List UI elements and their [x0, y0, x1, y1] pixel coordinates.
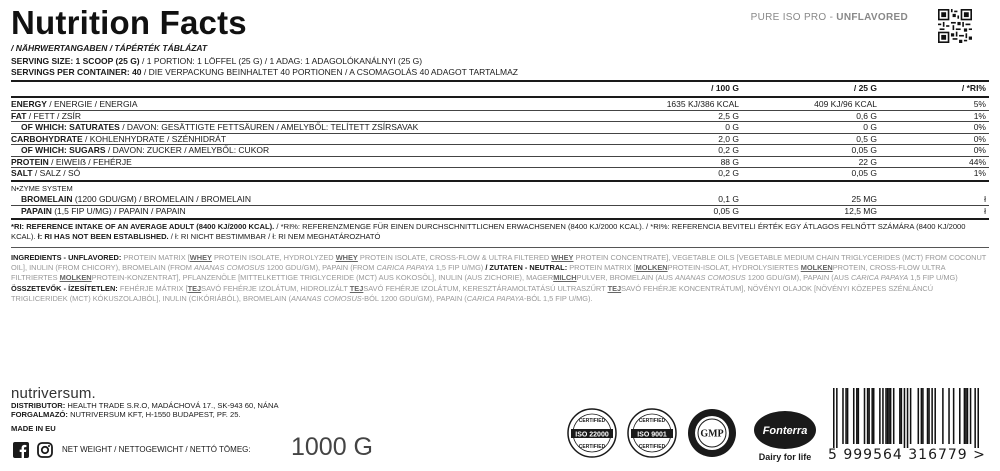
barcode-bar — [887, 388, 889, 444]
serving-info: SERVING SIZE: 1 SCOOP (25 G) / 1 PORTION: 1 LÖFFEL (25 G) / 1 ADAG: 1 ADAGOLÓKANÁLNYI (25 G) SERVINGS PER CONTAINER: 40 / DIE VERPACKUNG BEINHALTET 40 PORTIONEN / A CSOMAGOLÁS 40 ADAGOT TARTALMAZ — [11, 56, 518, 77]
barcode-bar — [842, 388, 844, 444]
barcode-bar — [904, 388, 906, 448]
facebook-icon[interactable] — [13, 442, 29, 458]
per-serving-value: 22 G — [858, 156, 877, 167]
barcode-bar — [901, 388, 903, 444]
barcode-bar — [910, 388, 912, 444]
svg-text:CERTIFIED: CERTIFIED — [578, 418, 606, 424]
table-row — [11, 111, 989, 122]
per-serving-value: 409 KJ/96 KCAL — [814, 99, 877, 109]
barcode-bar — [893, 388, 895, 444]
iso-22000-badge — [567, 408, 617, 458]
barcode-bar — [965, 388, 967, 444]
ri-percent: 0% — [973, 133, 986, 144]
barcode-bar — [890, 388, 892, 444]
barcode-bar — [970, 388, 972, 444]
barcode-bar — [845, 388, 847, 444]
barcode-bar — [879, 388, 881, 444]
barcode-bar — [836, 388, 838, 448]
barcode-bar — [907, 388, 909, 448]
barcode-bar — [921, 388, 923, 444]
per-serving-value: 12,5 MG — [844, 205, 877, 216]
per-100g-value: 0,05 G — [713, 205, 739, 216]
nutrient-label: OF WHICH: SATURATES / DAVON: GESÄTTIGTE FETTSÄUREN / AMELYBŐL: TELÍTETT ZSÍRSAVAK — [21, 122, 419, 132]
instagram-icon[interactable] — [37, 442, 53, 458]
per-serving-value: 0 G — [863, 122, 877, 132]
svg-text:CERTIFIED: CERTIFIED — [638, 418, 666, 424]
subtitle: / NÄHRWERTANGABEN / TÁPÉRTÉK TÁBLÁZAT — [11, 43, 208, 53]
distributor-info: DISTRIBUTOR: HEALTH TRADE S.R.O, MADÁCHOVÁ 17., SK-943 60, NÁNA FORGALMAZÓ: NUTRIVERSUM KFT, H-1550 BUDAPEST, PF. 25. — [11, 401, 279, 419]
ri-percent: 44% — [968, 156, 986, 167]
nutrient-label: OF WHICH: SUGARS / DAVON: ZUCKER / AMELYBŐL: CUKOR — [21, 145, 270, 155]
barcode-bar — [867, 388, 869, 444]
ingredients: INGREDIENTS - UNFLAVORED: PROTEIN MATRIX [WHEY PROTEIN ISOLATE, HYDROLYZED WHEY PROTEIN ISOLATE, CROSS-FLOW & ULTRA FILTERED WHEY PROTEIN CONCENTRATE], VEGETABLE OILS [VEGETABLE MEDIUM CHAIN TRIGLYCERIDES (MCT) FROM COCONUT OIL], INULIN (FROM CHICORY), BROMELAIN (FROM ANANAS COMOSUS 1200 GDU/GM), PAPAIN (FROM CARICA PAPAYA 1,5 FIP U/MG) / ZUTATEN - NEUTRAL: PROTEIN MATRIX [MOLKENPROTEIN-ISOLAT, HYDROLYSIERTES MOLKENPROTEIN, CROSS-FLOW ULTRA FILTRIERTES MOLKENPROTEIN-KONZENTRAT], PFLANZENÖLE [MITTELKETTIGE TRIGLYCERIDE (MCT) AUS KOKOSÖL], INULIN (AUS ZICHORIE), MAGERMILCHPULVER, BROMELAIN (AUS ANANAS COMOSUS 1200 GDU/GM), PAPAIN (AUS CARICA PAPAYA 1,5 FIP U/MG) ÖSSZETEVŐK - ÍZESÍTETLEN: FEHÉRJE MÁTRIX [TEJSAVÓ FEHÉRJE IZOLÁTUM, HIDROLIZÁLT TEJSAVÓ FEHÉRJE IZOLÁTUM, KERESZTÁRAMOLTATÁSÚ ULTRASZŰRT TEJSAVÓ FEHÉRJE KONCENTRÁTUM], NÖVÉNYI OLAJOK [NÖVÉNYI KÖZEPES SZÉNLÁNCÚ TRIGLICERIDEK (MCT) KÓKUSZOLAJBÓL], INULIN (CIKÓRIÁBÓL), BROMELAIN (ANANAS COMOSUS-BÓL 1200 GDU/GM), PAPAIN (CARICA PAPAYA-BÓL 1,5 FIP U/MG). — [11, 253, 987, 303]
barcode-bar — [931, 388, 933, 444]
net-weight-value: 1000 G — [291, 433, 374, 461]
barcode-bar — [899, 388, 901, 444]
enzyme-section — [11, 183, 989, 216]
nutrient-label: BROMELAIN (1200 GDU/GM) / BROMELAIN / BROMELAIN — [21, 194, 252, 204]
ri-percent: 0% — [973, 122, 986, 132]
barcode — [833, 388, 979, 448]
barcode-bar — [853, 388, 855, 444]
table-bottom-rule — [11, 218, 989, 220]
per-serving-value: 25 MG — [851, 194, 877, 204]
per-100g-value: 88 G — [720, 156, 739, 167]
barcode-number: 5 999564 316779 > — [828, 447, 986, 463]
reference-intake-note: *RI: REFERENCE INTAKE OF AN AVERAGE ADULT (8400 KJ/2000 KCAL). / *RI%: REFERENZMENGE FÜR EINEN DURCHSCHNITTLICHEN ERWACHSENEN (8400 KJ/2000 KCAL). / *RI%: REFERENCIA BEVITELI ÉRTÉK EGY ÁTLAGOS FELNŐTT SZÁMÁRA (8400 KJ/2000 KCAL). ł: RI HAS NOT BEEN ESTABLISHED. / ł: RI NICHT BESTIMMBAR / ł: RI NEM MEGHATÁROZHATÓ — [11, 222, 966, 241]
ri-percent: 0% — [973, 145, 986, 155]
made-in: MADE IN EU — [11, 424, 56, 433]
nutrient-label: PAPAIN (1,5 FIP U/MG) / PAPAIN / PAPAIN — [21, 205, 186, 216]
table-top-rule — [11, 80, 989, 82]
per-serving-value: 0,6 G — [856, 110, 877, 121]
qr-code-icon — [938, 9, 972, 43]
barcode-bar — [927, 388, 929, 444]
per-100g-value: 0,2 G — [718, 145, 739, 155]
net-weight-label: NET WEIGHT / NETTOGEWICHT / NETTÓ TÖMEG: — [62, 445, 251, 454]
barcode-bar — [977, 388, 979, 448]
barcode-bar — [864, 388, 866, 444]
barcode-bar — [885, 388, 887, 444]
barcode-bar — [873, 388, 875, 444]
barcode-bar — [928, 388, 930, 444]
enzyme-title: N•ZYME SYSTEM — [11, 184, 73, 193]
barcode-bar — [856, 388, 858, 444]
barcode-bar — [948, 388, 950, 444]
per-serving-value: 0,05 G — [851, 145, 877, 155]
barcode-bar — [882, 388, 884, 444]
barcode-bar — [964, 388, 966, 444]
product-name: PURE ISO PRO - UNFLAVORED — [750, 12, 908, 23]
barcode-bar — [888, 388, 890, 444]
svg-text:GMP: GMP — [700, 428, 724, 440]
svg-text:ISO 22000: ISO 22000 — [575, 431, 609, 439]
per-100g-value: 2,5 G — [718, 110, 739, 121]
nutrient-label: ENERGY / ENERGIE / ENERGIA — [11, 99, 138, 109]
table-header-row: / 100 G / 25 G / *RI% — [711, 83, 986, 93]
barcode-bar — [871, 388, 873, 444]
enzyme-rows — [11, 194, 989, 216]
barcode-bar — [953, 388, 955, 444]
nutrient-label: SALT / SALZ / SÓ — [11, 168, 81, 178]
barcode-bar — [833, 388, 835, 448]
iso-9001-badge — [627, 408, 677, 458]
per-serving-value: 0,5 G — [856, 133, 877, 144]
ri-percent: 1% — [973, 110, 986, 121]
nutrient-label: CARBOHYDRATE / KOHLENHYDRATE / SZÉNHIDRÁT — [11, 133, 227, 144]
nutrient-label: PROTEIN / EIWEIẞ / FEHÉRJE — [11, 156, 132, 167]
barcode-bar — [847, 388, 849, 444]
barcode-bar — [942, 388, 944, 444]
footnote-rule — [11, 247, 989, 248]
barcode-bar — [934, 388, 936, 444]
nutrition-table — [11, 83, 989, 94]
table-row — [11, 194, 989, 205]
barcode-bar — [918, 388, 920, 444]
table-row — [11, 157, 989, 168]
barcode-bar — [868, 388, 870, 444]
per-100g-value: 0 G — [725, 122, 739, 132]
table-row — [11, 134, 989, 145]
per-serving-value: 0,05 G — [851, 168, 877, 178]
nutrition-rows — [11, 99, 989, 179]
table-row — [11, 145, 989, 156]
per-100g-value: 0,1 G — [718, 194, 739, 204]
svg-text:Dairy for life: Dairy for life — [758, 452, 812, 462]
barcode-bar — [959, 388, 961, 444]
title: Nutrition Facts — [11, 4, 247, 41]
brand-logo: nutriversum. — [11, 385, 96, 402]
svg-text:CERTIFIED: CERTIFIED — [578, 444, 606, 450]
barcode-bar — [922, 388, 924, 444]
svg-text:CERTIFIED: CERTIFIED — [638, 444, 666, 450]
table-row — [11, 122, 989, 133]
table-row — [11, 168, 989, 179]
per-100g-value: 1635 KJ/386 KCAL — [666, 99, 739, 109]
ri-percent: ł — [984, 205, 986, 216]
svg-text:ISO 9001: ISO 9001 — [637, 431, 667, 439]
svg-text:Fonterra: Fonterra — [762, 425, 808, 437]
nutrient-label: FAT / FETT / ZSÍR — [11, 110, 82, 121]
ri-percent: ł — [984, 194, 986, 204]
ri-percent: 1% — [973, 168, 986, 178]
fonterra-logo — [752, 408, 818, 464]
barcode-bar — [858, 388, 860, 444]
per-100g-value: 0,2 G — [718, 168, 739, 178]
table-mid-rule — [11, 180, 989, 182]
table-header-rule — [11, 96, 989, 98]
per-100g-value: 2,0 G — [718, 133, 739, 144]
barcode-bar — [967, 388, 969, 444]
table-row — [11, 99, 989, 110]
ri-percent: 5% — [973, 99, 986, 109]
gmp-badge — [687, 408, 737, 458]
barcode-bar — [974, 388, 976, 448]
table-row — [11, 206, 989, 217]
